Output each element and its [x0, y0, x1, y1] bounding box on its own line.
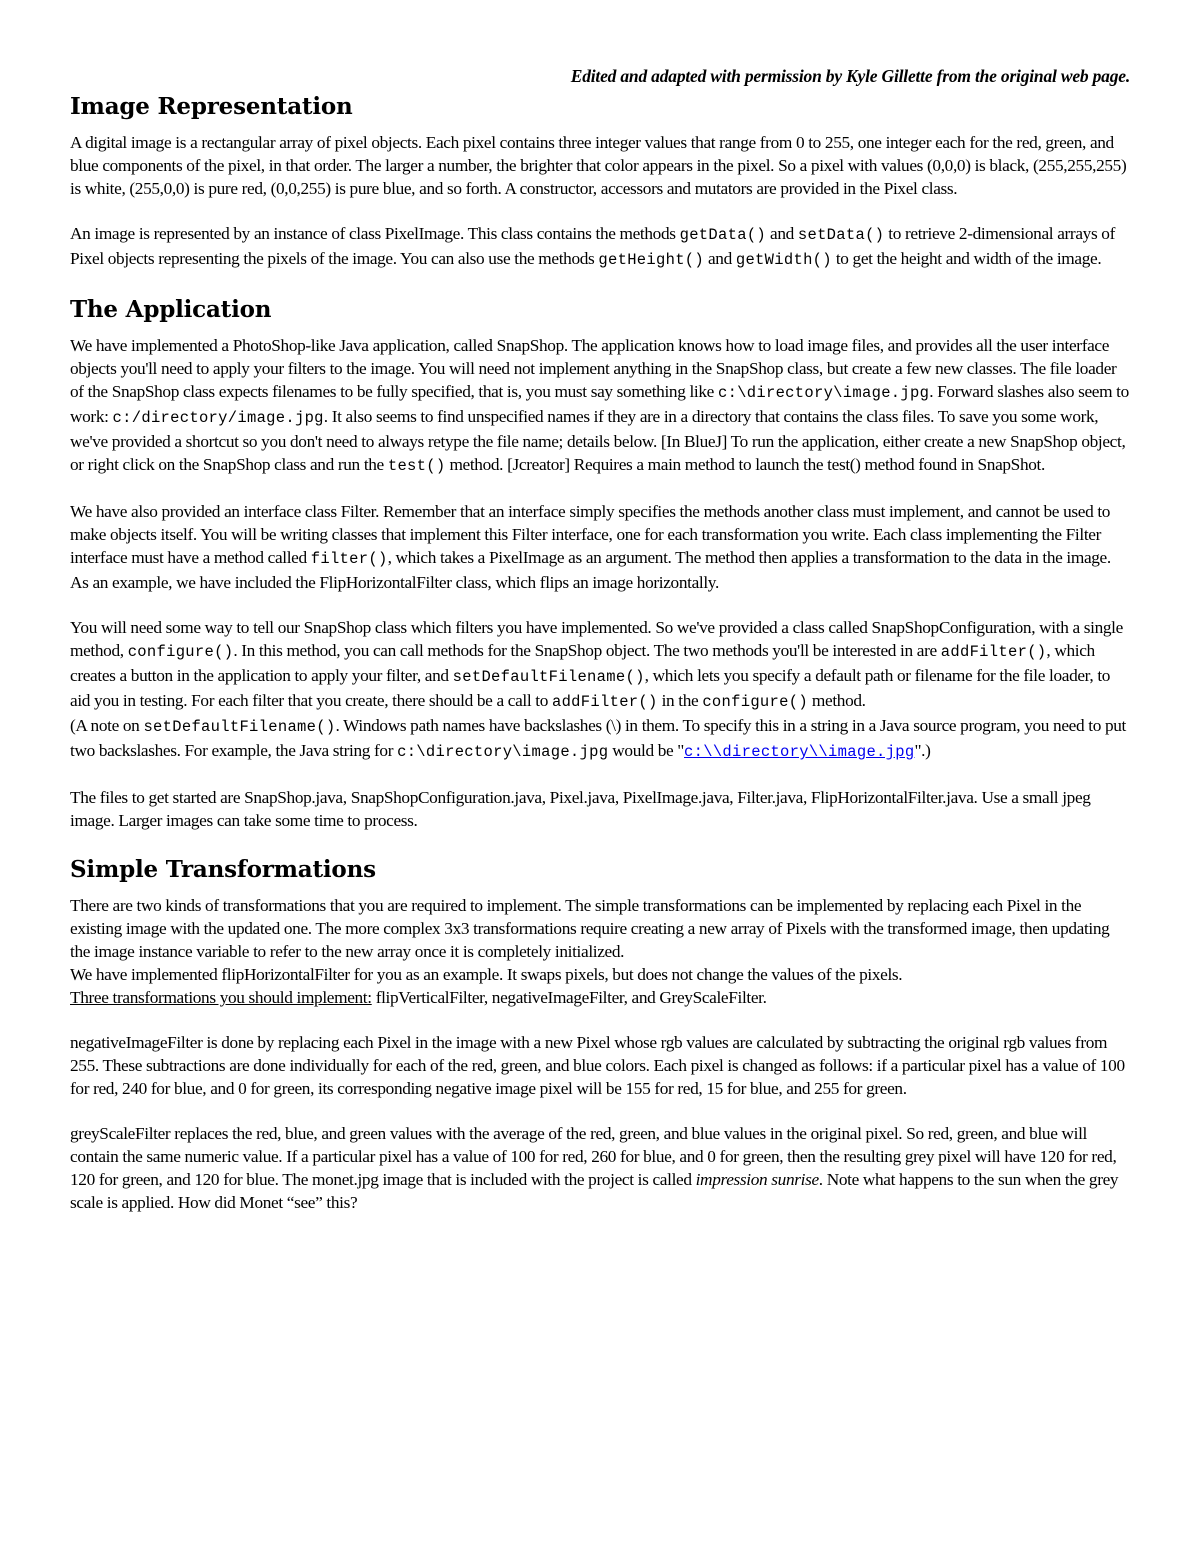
credit-line: Edited and adapted with permission by Kyle Gillette from the original web page.: [570, 66, 1130, 86]
document-page: [70, 66, 1130, 1236]
text-run: ".): [914, 741, 931, 760]
text-run: (A note on: [70, 716, 144, 735]
text-run: An image is represented by an instance of class PixelImage. This class contains the methods: [70, 224, 680, 243]
text-run: . In this method, you can call methods for the SnapShop object. The two methods you'll be interested in are: [233, 641, 941, 660]
text-run: We have also provided an interface class Filter. Remember that an interface simply specifies the methods another class must implement, and cannot be used to make objects itself. You will be writing classes that implement this Filter interface, one for each transformation you write. Each class implementing the Filter interface must have a method called: [70, 502, 1111, 567]
paragraph-filter-interface: [70, 500, 1130, 594]
code-addfilter: addFilter(): [940, 643, 1047, 661]
text-run: method.: [807, 691, 866, 710]
text-run: in the: [657, 691, 703, 710]
code-getdata: getData(): [679, 226, 767, 244]
code-setdata: setData(): [797, 226, 885, 244]
required-label: Three transformations you should implement:: [70, 988, 372, 1007]
text-run: , which lets you specify a default path or filename for the file loader, to aid you in testing. For each filter that you create, there should be a call to: [70, 666, 1111, 710]
code-addfilter: addFilter(): [551, 693, 658, 711]
paragraph-negative-filter: negativeImageFilter is done by replacing each Pixel in the image with a new Pixel whose rgb values are calculated by subtracting the original rgb values from 255. These subtractions are done individually for each of the red, green, and blue colors. Each pixel is changed as follows: if a particular pixel has a value of 100 for red, 240 for blue, and 0 for green, its corresponding negative image pixel will be 155 for red, 15 for blue, and 255 for green.: [70, 1033, 1125, 1098]
code-configure: configure(): [127, 643, 234, 661]
code-test: test(): [387, 457, 446, 475]
painting-title: impression sunrise: [695, 1170, 819, 1189]
paragraph-configuration: [70, 616, 1130, 714]
text-run: would be ": [608, 741, 685, 760]
paragraph-transformation-kinds: There are two kinds of transformations that you are required to implement. The simple transformations can be implemented by replacing each Pixel in the existing image with the updated one. The more complex 3x3 transformations require creating a new array of Pixels with the transformed image, then updating the image instance variable to refer to the new array once it is completely initialized.: [70, 896, 1110, 961]
text-run: . It also seems to find unspecified names if they are in a directory that contains the class files. To save you some work, we've provided a shortcut so you don't need to always retype the file name; details below. [In BlueJ] To run the application, either create a new SnapShop object, or right click on the SnapShop class and run the: [70, 407, 1126, 474]
text-run: , which takes a PixelImage as an argument. The method then applies a transformation to the data in the image. As an example, we have included the FlipHorizontalFilter class, which flips an image horizontally.: [70, 548, 1111, 592]
code-getwidth: getWidth(): [735, 251, 832, 269]
code-backslash-path: c:\directory\image.jpg: [397, 743, 609, 761]
text-run: flipVerticalFilter, negativeImageFilter, and GreyScaleFilter.: [371, 988, 767, 1007]
code-forward-slash-path: c:/directory/image.jpg: [112, 409, 324, 427]
paragraph-required-transformations: [70, 986, 1130, 1009]
text-run: to retrieve 2-dimensional arrays of Pixel objects representing the pixels of the image. You can also use the methods: [70, 224, 1115, 268]
code-configure: configure(): [702, 693, 808, 711]
text-run: and: [704, 249, 736, 268]
link-text: c:\\directory\\image.jpg: [684, 743, 915, 761]
text-run: We have implemented a PhotoShop-like Java application, called SnapShop. The application knows how to load image files, and provides all the user interface objects you'll need to apply your filters to the image. You will need not implement anything in the SnapShop class, but create a few new classes. The file loader of the SnapShop class expects filenames to be fully specified, that is, you must say something like: [70, 336, 1117, 401]
code-getheight: getHeight(): [598, 251, 705, 269]
paragraph-pixel-description: A digital image is a rectangular array of pixel objects. Each pixel contains three integer values that range from 0 to 255, one integer each for the red, green, and blue components of the pixel, in that order. The larger a number, the brighter that color appears in the pixel. So a pixel with values (0,0,0) is black, (255,255,255) is white, (255,0,0) is pure red, (0,0,255) is pure blue, and so forth. A constructor, accessors and mutators are provided in the Pixel class.: [70, 133, 1127, 198]
section-heading-simple-transformations: Simple Transformations: [70, 856, 376, 883]
paragraph-path-note: [70, 714, 1130, 764]
code-backslash-path: c:\directory\image.jpg: [717, 384, 930, 402]
text-run: to get the height and width of the image.: [831, 249, 1102, 268]
text-run: and: [766, 224, 798, 243]
section-heading-the-application: The Application: [70, 296, 272, 323]
text-run: . Windows path names have backslashes (\) in them. To specify this in a string in a Java source program, you need to put two backslashes. For example, the Java string for: [70, 716, 1126, 760]
code-setdefaultfilename: setDefaultFilename(): [452, 668, 645, 686]
paragraph-pixelimage-class: [70, 222, 1130, 272]
text-run: greyScaleFilter replaces the red, blue, and green values with the average of the red, green, and blue values in the original pixel. So red, green, and blue will contain the same numeric value. If a particular pixel has a value of 100 for red, 260 for blue, and 0 for green, then the resulting grey pixel will have 120 for red, 120 for green, and 120 for blue. The monet.jpg image that is included with the project is called: [70, 1124, 1117, 1189]
code-filter: filter(): [310, 550, 388, 568]
section-heading-image-representation: Image Representation: [70, 93, 353, 120]
text-run: . Note what happens to the sun when the grey scale is applied. How did Monet “see” this?: [70, 1170, 1119, 1212]
paragraph-starter-files: The files to get started are SnapShop.java, SnapShopConfiguration.java, Pixel.java, PixelImage.java, Filter.java, FlipHorizontalFilter.java. Use a small jpeg image. Larger images can take some time to process.: [70, 788, 1091, 830]
paragraph-snapshop-app: [70, 334, 1130, 478]
text-run: , which creates a button in the application to apply your filter, and: [70, 641, 1095, 685]
code-setdefaultfilename: setDefaultFilename(): [143, 718, 336, 736]
escaped-path-link[interactable]: [684, 741, 914, 760]
text-run: You will need some way to tell our SnapShop class which filters you have implemented. So we've provided a class called SnapShopConfiguration, with a single method,: [70, 618, 1123, 660]
text-run: method. [Jcreator] Requires a main method to launch the test() method found in SnapShot.: [445, 455, 1045, 474]
paragraph-flip-horizontal: We have implemented flipHorizontalFilter for you as an example. It swaps pixels, but does not change the values of the pixels.: [70, 965, 903, 984]
text-run: . Forward slashes also seem to work:: [70, 382, 1129, 426]
paragraph-greyscale-filter: [70, 1122, 1130, 1214]
